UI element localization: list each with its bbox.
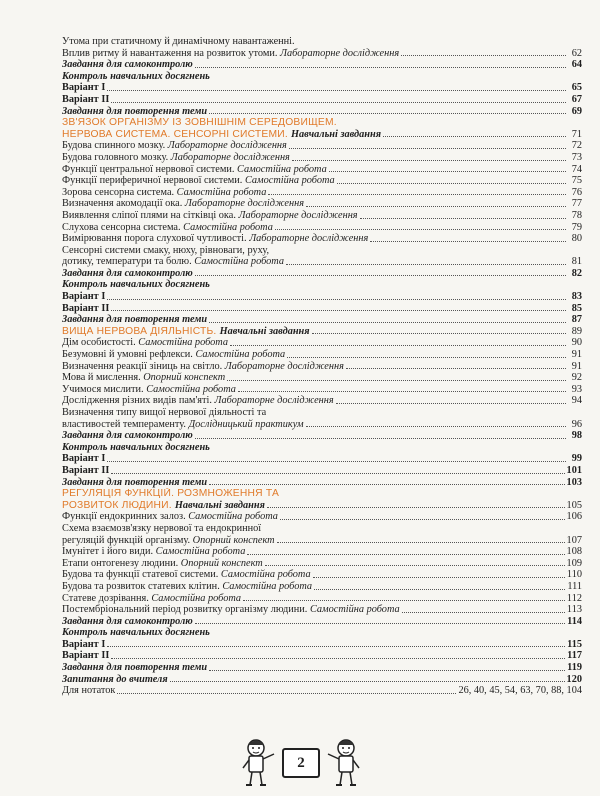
toc-entry [62, 314, 582, 326]
toc-entry-text: Зорова сенсорна система. [62, 186, 177, 198]
dot-leader [111, 657, 565, 659]
toc-entry-title [62, 303, 109, 315]
toc-entry [62, 245, 582, 257]
section-heading: ЗВ'ЯЗОК ОРГАНІЗМУ ІЗ ЗОВНІШНІМ СЕРЕДОВИЩЕМ. [62, 117, 337, 129]
toc-page-number: 93 [571, 383, 582, 395]
toc-entry-title [62, 117, 337, 129]
toc-entry-text: Визначення реакції зіниць на світло. [62, 360, 225, 372]
toc-page-number: 105 [566, 499, 582, 511]
toc-entry [62, 198, 582, 210]
toc-entry-title [62, 662, 207, 674]
toc-entry [62, 407, 582, 419]
toc-entry [62, 442, 582, 454]
dot-leader [306, 205, 566, 207]
toc-entry [62, 535, 582, 547]
toc-page-number: 72 [571, 140, 582, 152]
toc-page-number: 79 [571, 221, 582, 233]
toc-entry-title [62, 326, 310, 338]
toc-entry-title [62, 233, 368, 245]
toc-entry-title [62, 639, 105, 651]
toc-entry-text: Дослідження різних видів пам'яті. [62, 395, 215, 407]
toc-entry [62, 349, 582, 361]
toc-entry [62, 546, 582, 558]
toc-entry-text: регуляцій функцій організму. [62, 534, 193, 546]
toc-entry-text: Контроль навчальних досягнень [62, 441, 210, 453]
toc-entry [62, 674, 582, 686]
toc-entry-type: Самостійна робота [195, 349, 286, 361]
toc-entry-title [62, 198, 304, 210]
toc-page-number: 109 [566, 557, 582, 569]
toc-page-number: 107 [566, 534, 582, 546]
toc-entry-text: Мова й мислення. [62, 372, 144, 384]
toc-entry-text: Учимося мислити. [62, 383, 147, 395]
toc-entry-text: Варіант І [62, 82, 106, 94]
toc-entry-type: Навчальні завдання [291, 128, 382, 140]
dot-leader [238, 390, 566, 392]
dot-leader [243, 599, 565, 601]
toc-entry-title [62, 314, 207, 326]
toc-entry-title [62, 419, 304, 431]
toc-entry-text: Завдання для повторення теми [62, 314, 208, 326]
toc-entry-title [62, 372, 225, 384]
toc-entry-type: Лабораторне дослідження [184, 198, 305, 210]
toc-entry-text: Схема взаємозв'язку нервової та ендокринної [62, 522, 262, 534]
toc-entry-text: Утома при статичному й динамічному навантаженні. [62, 36, 295, 47]
toc-entry-title [62, 546, 245, 558]
toc-entry-text: Варіант ІІ [62, 650, 110, 662]
toc-entry-type: Лабораторне дослідження [167, 140, 287, 152]
dot-leader [107, 645, 565, 647]
dot-leader [267, 506, 565, 508]
toc-entry-text: Варіант І [62, 453, 106, 465]
dot-leader [111, 101, 566, 103]
toc-entry [62, 604, 582, 616]
toc-entry-type: Дослідницький практикум [188, 418, 304, 430]
toc-entry-title [62, 71, 210, 83]
toc-entry-title [62, 488, 279, 500]
toc-page-number: 98 [571, 430, 582, 442]
toc-entry-text: дотику, температури та болю. [62, 256, 195, 268]
toc-entry-text: Постембріональний період розвитку організму людини. [62, 604, 310, 616]
toc-entry-text: Завдання для повторення теми [62, 662, 208, 674]
toc-page-number: 106 [566, 511, 582, 523]
toc-entry-title [62, 395, 334, 407]
toc-entry-text: Виявлення сліпої плями на сітківці ока. [62, 209, 239, 221]
dot-leader [402, 611, 565, 613]
toc-page-number: 67 [571, 93, 582, 105]
toc-page-number: 101 [566, 464, 582, 476]
toc-entry-title [62, 616, 193, 628]
toc-entry [62, 222, 582, 234]
toc-entry [62, 593, 582, 605]
toc-entry-title [62, 581, 312, 593]
dot-leader [170, 680, 565, 682]
toc-entry [62, 233, 582, 245]
toc-entry-type: Навчальні завдання [174, 499, 265, 511]
toc-page-number: 82 [571, 267, 582, 279]
toc-entry-type: Опорний конспект [143, 372, 226, 384]
dot-leader [289, 147, 566, 149]
dot-leader [346, 367, 566, 369]
toc-page-number: 65 [571, 82, 582, 94]
toc-page-number: 69 [571, 105, 582, 117]
toc-page-number: 64 [571, 59, 582, 71]
section-heading: ВИЩА НЕРВОВА ДІЯЛЬНІСТЬ. [62, 325, 220, 337]
toc-page-number: 108 [566, 546, 582, 558]
toc-page-number: 74 [571, 163, 582, 175]
dot-leader [209, 112, 566, 114]
toc-entry [62, 361, 582, 373]
toc-entry-title [62, 500, 265, 512]
toc-entry-type: Самостійна робота [244, 175, 335, 187]
toc-entry-type: Самостійна робота [222, 580, 313, 592]
toc-entry [62, 453, 582, 465]
toc-page-number: 77 [571, 198, 582, 210]
dot-leader [209, 483, 564, 485]
dot-leader [286, 263, 566, 265]
toc-page-number: 91 [571, 349, 582, 361]
toc-entry-title [62, 210, 358, 222]
toc-entry [62, 187, 582, 199]
toc-entry-title [62, 279, 210, 291]
toc-entry-title [62, 465, 109, 477]
toc-entry-title [62, 222, 273, 234]
cartoon-student-right-icon [324, 736, 364, 788]
dot-leader [280, 518, 565, 520]
toc-entry-text: Вплив ритму й навантаження на розвиток утоми. [62, 47, 281, 59]
toc-entry-text: Будова спинного мозку. [62, 140, 168, 152]
toc-page-number: 62 [571, 47, 582, 59]
toc-entry-text: Безумовні й умовні рефлекси. [62, 349, 196, 361]
toc-entry-type: Самостійна робота [237, 163, 327, 175]
dot-leader [306, 425, 566, 427]
toc-entry-title [62, 453, 105, 465]
toc-entry [62, 164, 582, 176]
dot-leader [337, 182, 566, 184]
toc-entry-text: Вимірювання порога слухової чутливості. [62, 233, 250, 245]
toc-entry-title [62, 430, 193, 442]
toc-entry-title [62, 152, 290, 164]
dot-leader [195, 66, 566, 68]
toc-entry [62, 650, 582, 662]
toc-entry-text: Етапи онтогенезу людини. [62, 557, 181, 569]
toc-entry [62, 152, 582, 164]
toc-entry-type: Опорний конспект [192, 534, 275, 546]
toc-entry-title [62, 593, 241, 605]
toc-entry [62, 303, 582, 315]
toc-entry-title [62, 384, 236, 396]
toc-entry-title [62, 48, 399, 60]
toc-page-number: 112 [566, 592, 582, 604]
toc-entry [62, 419, 582, 431]
toc-entry [62, 82, 582, 94]
toc-page-number: 110 [566, 569, 582, 581]
toc-entry-type: Самостійна робота [151, 592, 242, 604]
toc-entry-text: Контроль навчальних досягнень [62, 627, 210, 639]
toc-entry-title [62, 523, 261, 535]
toc-entry [62, 129, 582, 141]
dot-leader [111, 309, 566, 311]
page-footer [0, 736, 600, 792]
toc-entry-type: Лабораторне дослідження [238, 209, 358, 221]
toc-page-number: 90 [571, 337, 582, 349]
toc-entry [62, 627, 582, 639]
toc-entry [62, 140, 582, 152]
toc-entry-type: Самостійна робота [176, 186, 267, 198]
toc-entry-title [62, 36, 295, 48]
toc-entry-title [62, 175, 335, 187]
dot-leader [268, 193, 566, 195]
toc-entry-text: Варіант ІІ [62, 93, 110, 105]
toc-entry-title [62, 604, 400, 616]
toc-entry [62, 279, 582, 291]
toc-entry [62, 117, 582, 129]
toc-entry [62, 477, 582, 489]
toc-page-number: 87 [571, 314, 582, 326]
toc-entry-text: Завдання для повторення теми [62, 476, 208, 488]
toc-entry-text: властивостей темпераменту. [62, 418, 189, 430]
toc-entry-type: Самостійна робота [155, 546, 246, 558]
toc-entry [62, 662, 582, 674]
table-of-contents [62, 36, 582, 697]
toc-entry-type: Лабораторне дослідження [214, 395, 334, 407]
toc-entry-type: Самостійна робота [220, 569, 311, 581]
toc-page-number: 94 [571, 395, 582, 407]
toc-entry-title [62, 187, 266, 199]
toc-entry-title [62, 291, 105, 303]
dot-leader [195, 274, 566, 276]
toc-entry [62, 268, 582, 280]
section-heading: РОЗВИТОК ЛЮДИНИ. [62, 499, 175, 511]
toc-entry-title [62, 164, 327, 176]
toc-page-number: 115 [567, 638, 582, 650]
toc-page-number: 71 [571, 128, 582, 140]
toc-entry-text: Дім особистості. [62, 337, 139, 349]
toc-entry-text: Визначення акомодації ока. [62, 198, 185, 210]
toc-entry-type: Навчальні завдання [219, 325, 310, 337]
toc-entry-type: Опорний конспект [180, 557, 263, 569]
toc-page-number: 73 [571, 151, 582, 163]
dot-leader [111, 472, 564, 474]
toc-page-number: 111 [567, 580, 582, 592]
dot-leader [360, 217, 566, 219]
toc-page-number: 85 [571, 302, 582, 314]
toc-entry [62, 94, 582, 106]
toc-entry-text: Варіант ІІ [62, 464, 110, 476]
dot-leader [107, 298, 566, 300]
toc-entry-title [62, 59, 193, 71]
dot-leader [277, 541, 565, 543]
toc-entry-type: Самостійна робота [138, 337, 228, 349]
toc-page-number: 96 [571, 418, 582, 430]
dot-leader [275, 228, 566, 230]
toc-page-number: 113 [566, 604, 582, 616]
toc-page-number: 120 [566, 673, 582, 685]
toc-entry [62, 616, 582, 628]
toc-entry [62, 395, 582, 407]
dot-leader [312, 332, 566, 334]
toc-entry [62, 210, 582, 222]
dot-leader [195, 437, 566, 439]
toc-entry-text: Завдання для самоконтролю [62, 59, 193, 71]
toc-entry [62, 569, 582, 581]
dot-leader [209, 669, 565, 671]
toc-entry-type: Самостійна робота [183, 221, 273, 233]
toc-entry-title [62, 256, 284, 268]
dot-leader [265, 564, 565, 566]
toc-page-number: 99 [571, 453, 582, 465]
toc-entry-title [62, 94, 109, 106]
toc-entry-type: Самостійна робота [194, 256, 284, 268]
toc-entry-title [62, 361, 344, 373]
toc-entry-text: Контроль навчальних досягнень [62, 279, 210, 291]
toc-entry [62, 558, 582, 570]
toc-entry [62, 337, 582, 349]
toc-page-number: 75 [571, 175, 582, 187]
dot-leader [209, 321, 566, 323]
toc-entry-text: Варіант І [62, 291, 106, 303]
dot-leader [117, 692, 456, 694]
toc-page-number: 80 [571, 233, 582, 245]
section-heading: РЕГУЛЯЦІЯ ФУНКЦІЙ. РОЗМНОЖЕННЯ ТА [62, 488, 280, 500]
section-heading: НЕРВОВА СИСТЕМА. СЕНСОРНІ СИСТЕМИ. [62, 128, 291, 140]
page-number: 2 [282, 748, 320, 778]
toc-entry-title [62, 349, 285, 361]
toc-entry-text: Сенсорні системи смаку, нюху, рівноваги, руху, [62, 244, 270, 256]
toc-page-number: 119 [567, 662, 582, 674]
toc-entry-title [62, 140, 287, 152]
toc-page-number: 83 [571, 291, 582, 303]
toc-entry-title [62, 685, 115, 697]
toc-entry [62, 326, 582, 338]
toc-entry-title [62, 650, 109, 662]
toc-entry-type: Лабораторне дослідження [249, 233, 369, 245]
toc-entry-title [62, 337, 228, 349]
toc-entry [62, 59, 582, 71]
toc-entry-type: Самостійна робота [309, 604, 400, 616]
toc-entry [62, 106, 582, 118]
toc-entry-title [62, 477, 207, 489]
toc-entry-text: Імунітет і його види. [62, 546, 156, 558]
toc-page-number: 26, 40, 45, 54, 63, 70, 88, 104 [458, 685, 582, 697]
toc-entry [62, 511, 582, 523]
toc-entry-text: Завдання для самоконтролю [62, 430, 193, 442]
dot-leader [329, 170, 566, 172]
dot-leader [195, 622, 565, 624]
toc-entry [62, 639, 582, 651]
toc-entry-title [62, 511, 278, 523]
toc-page-number: 76 [571, 186, 582, 198]
toc-entry-text: Функції периферичної нервової системи. [62, 175, 245, 187]
toc-entry-title [62, 82, 105, 94]
toc-entry-title [62, 129, 381, 141]
toc-entry-text: Будова головного мозку. [62, 151, 171, 163]
toc-entry-text: Будова та розвиток статевих клітин. [62, 580, 223, 592]
toc-page-number: 89 [571, 325, 582, 337]
toc-entry-type: Лабораторне дослідження [224, 360, 344, 372]
toc-entry [62, 36, 582, 48]
toc-entry-title [62, 535, 275, 547]
toc-entry-title [62, 569, 311, 581]
toc-entry-type: Лабораторне дослідження [280, 47, 400, 59]
toc-entry-title [62, 245, 269, 257]
toc-entry [62, 500, 582, 512]
dot-leader [230, 344, 566, 346]
toc-entry-text: Функції ендокринних залоз. [62, 511, 189, 523]
toc-entry [62, 175, 582, 187]
toc-entry [62, 685, 582, 697]
toc-page-number: 92 [571, 372, 582, 384]
toc-entry-title [62, 407, 266, 419]
dot-leader [107, 460, 566, 462]
dot-leader [401, 54, 566, 56]
toc-entry-text: Варіант ІІ [62, 302, 110, 314]
dot-leader [370, 240, 566, 242]
toc-entry-text: Варіант І [62, 638, 106, 650]
dot-leader [336, 402, 566, 404]
toc-page-number: 114 [567, 615, 582, 627]
toc-entry [62, 430, 582, 442]
toc-entry-text: Завдання для самоконтролю [62, 267, 193, 279]
toc-entry-text: Слухова сенсорна система. [62, 221, 184, 233]
toc-entry-text: Запитання до вчителя [62, 673, 168, 685]
toc-entry [62, 71, 582, 83]
toc-entry [62, 488, 582, 500]
toc-entry [62, 581, 582, 593]
toc-entry-title [62, 558, 263, 570]
toc-entry [62, 384, 582, 396]
toc-entry-type: Лабораторне дослідження [170, 151, 290, 163]
toc-entry [62, 256, 582, 268]
toc-entry-title [62, 627, 210, 639]
dot-leader [107, 89, 566, 91]
toc-page-number: 117 [567, 650, 582, 662]
cartoon-student-left-icon [238, 736, 278, 788]
dot-leader [247, 553, 564, 555]
toc-entry-type: Самостійна робота [188, 511, 278, 523]
dot-leader [227, 379, 566, 381]
toc-page-number: 81 [571, 256, 582, 268]
toc-entry-type: Самостійна робота [146, 383, 236, 395]
toc-page-number: 78 [571, 209, 582, 221]
toc-entry [62, 372, 582, 384]
toc-entry [62, 48, 582, 60]
toc-entry-text: Будова та функції статевої системи. [62, 569, 221, 581]
dot-leader [313, 576, 565, 578]
dot-leader [383, 135, 566, 137]
dot-leader [292, 159, 566, 161]
toc-entry-title [62, 674, 168, 686]
toc-entry-text: Завдання для самоконтролю [62, 615, 193, 627]
toc-page-number: 103 [566, 476, 582, 488]
toc-entry [62, 465, 582, 477]
toc-entry-text: Для нотаток [62, 685, 116, 697]
toc-entry-text: Завдання для повторення теми [62, 105, 208, 117]
toc-entry-text: Визначення типу вищої нервової діяльності та [62, 407, 267, 418]
toc-entry-title [62, 106, 207, 118]
toc-entry-text: Контроль навчальних досягнень [62, 70, 210, 82]
toc-entry-text: Функції центральної нервової системи. [62, 163, 237, 175]
toc-entry-text: Статеве дозрівання. [62, 592, 152, 604]
toc-entry-title [62, 442, 210, 454]
toc-entry [62, 523, 582, 535]
dot-leader [314, 588, 565, 590]
toc-page-number: 91 [571, 360, 582, 372]
toc-entry [62, 291, 582, 303]
toc-entry-title [62, 268, 193, 280]
dot-leader [287, 356, 566, 358]
